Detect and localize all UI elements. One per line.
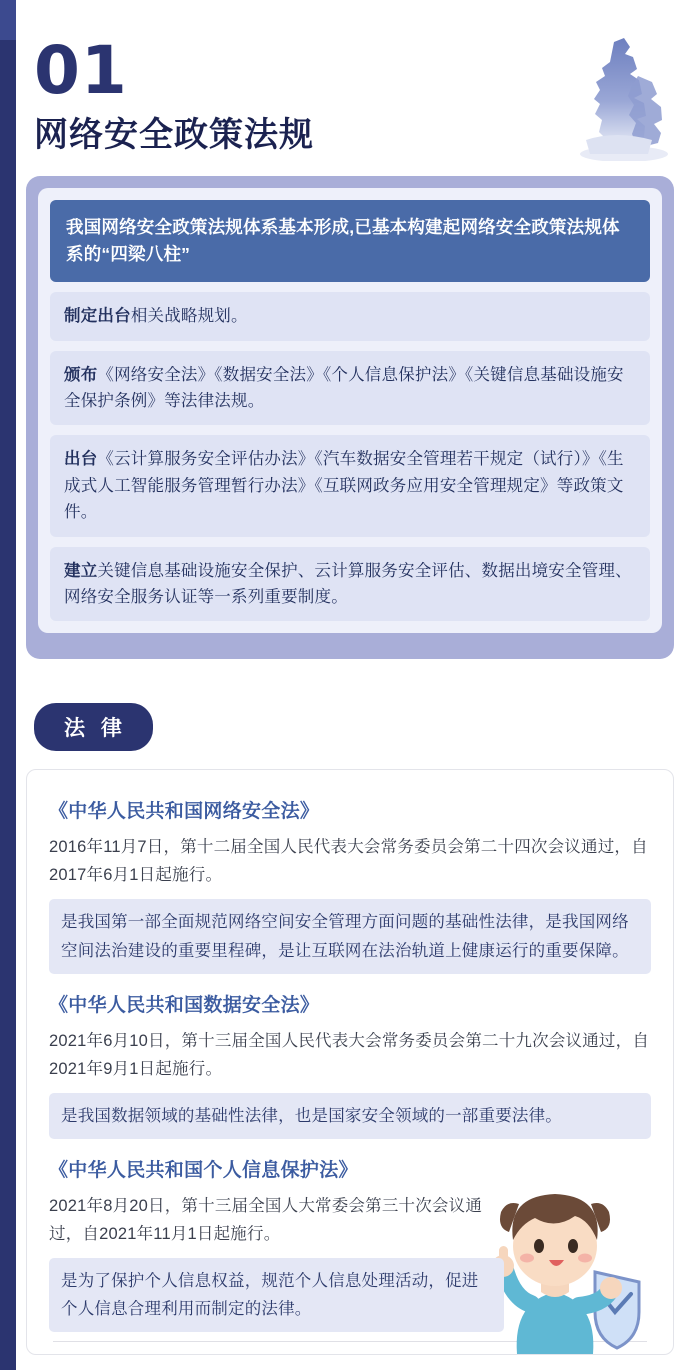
section-tag-row xyxy=(34,703,700,747)
law-list-card xyxy=(26,769,674,1355)
law-entry xyxy=(49,990,651,1139)
policy-item-lead: 出台 xyxy=(64,450,98,469)
law-title: 《中华人民共和国网络安全法》 xyxy=(49,801,320,823)
dragon-statue-icon xyxy=(552,36,682,161)
policy-item-lead: 建立 xyxy=(64,561,98,580)
law-entry xyxy=(49,796,651,973)
law-note: 是我国第一部全面规范网络空间安全管理方面问题的基础性法律，是我国网络空间法治建设的重要里程碑，是让互联网在法治轨道上健康运行的重要保障。 xyxy=(49,899,651,973)
law-title: 《中华人民共和国个人信息保护法》 xyxy=(49,1159,358,1181)
policy-headline: 我国网络安全政策法规体系基本形成,已基本构建起网络安全政策法规体系的“四梁八柱” xyxy=(50,200,650,282)
left-accent-bar xyxy=(0,40,16,1370)
policy-item-text: 相关战略规划。 xyxy=(130,307,248,326)
section-number: 01 xyxy=(34,32,128,109)
law-body: 2021年6月10日，第十三届全国人民代表大会常务委员会第二十九次会议通过，自2021年9月1日起施行。 xyxy=(49,1031,650,1078)
section-tag-law: 法 律 xyxy=(34,703,153,751)
page-header xyxy=(0,0,700,170)
policy-item-lead: 制定出台 xyxy=(64,307,131,326)
law-body: 2021年8月20日，第十三届全国人大常委会第三十次会议通过，自2021年11月1日起施行。 xyxy=(49,1196,483,1243)
law-title: 《中华人民共和国数据安全法》 xyxy=(49,994,320,1016)
policy-item xyxy=(50,547,650,622)
policy-item xyxy=(50,292,650,340)
policy-item xyxy=(50,435,650,536)
policy-item-text: 关键信息基础设施安全保护、云计算服务安全评估、数据出境安全管理、网络安全服务认证等一系列重要制度。 xyxy=(64,561,632,606)
policy-item-lead: 颁布 xyxy=(64,365,98,384)
law-body: 2016年11月7日，第十二届全国人民代表大会常务委员会第二十四次会议通过，自2017年6月1日起施行。 xyxy=(49,838,648,885)
policy-item-text: 《云计算服务安全评估办法》《汽车数据安全管理若干规定（试行）》《生成式人工智能服务管理暂行办法》《互联网政务应用安全管理规定》等政策文件。 xyxy=(64,450,624,522)
policy-item-text: 《网络安全法》《数据安全法》《个人信息保护法》《关键信息基础设施安全保护条例》等法律法规。 xyxy=(64,365,624,411)
law-note: 是我国数据领域的基础性法律，也是国家安全领域的一部重要法律。 xyxy=(49,1093,651,1139)
policy-panel xyxy=(26,176,674,659)
policy-panel-inner xyxy=(38,188,662,633)
policy-item xyxy=(50,351,650,426)
page-title: 网络安全政策法规 xyxy=(34,115,314,154)
law-note: 是为了保护个人信息权益，规范个人信息处理活动，促进个人信息合理利用而制定的法律。 xyxy=(49,1258,504,1332)
law-entry xyxy=(49,1155,651,1332)
